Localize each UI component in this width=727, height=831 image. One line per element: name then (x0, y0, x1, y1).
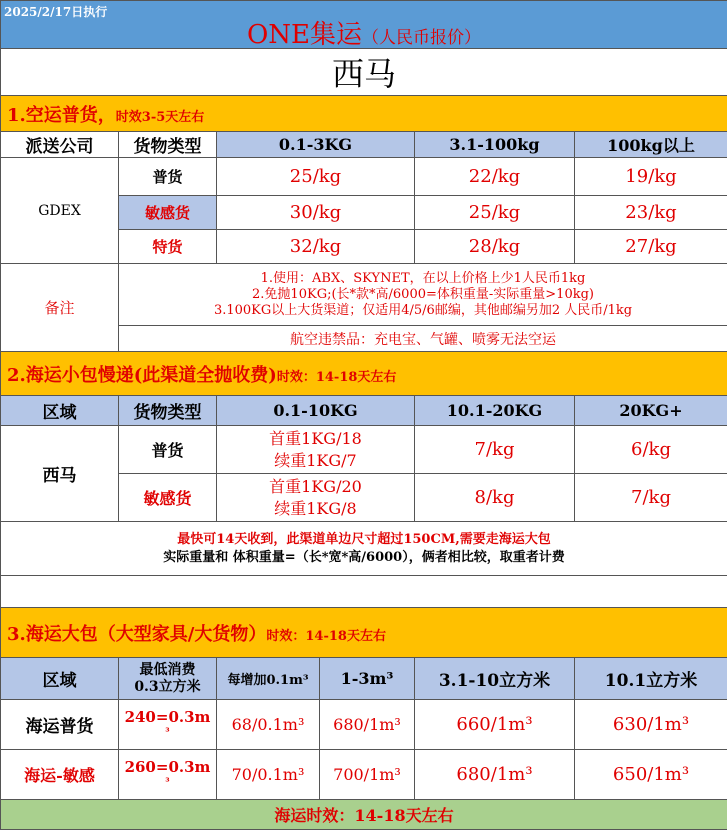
price-cell: 22/kg (415, 158, 575, 196)
col-min-line2: 0.3立方米 (134, 678, 201, 695)
price-cell: 30/kg (217, 196, 415, 230)
section1-header (1, 96, 727, 132)
brand-title: ONE集运 (246, 20, 363, 49)
first-weight: 首重1KG/18 (269, 428, 362, 448)
sea-transit-footer: 海运时效：14-18天左右 (1, 800, 727, 830)
goods-type: 特货 (119, 230, 217, 264)
region-name: 西马 (1, 426, 119, 522)
section3-title: 3.海运大包（大型家具/大货物） (7, 623, 267, 645)
price-cell: 25/kg (217, 158, 415, 196)
col-weight-1: 0.1-10KG (217, 396, 415, 426)
cont-weight: 续重1KG/8 (274, 498, 357, 518)
section2-notes-row (1, 522, 727, 576)
goods-type: 敏感货 (119, 474, 217, 522)
price-cell: 700/1m³ (320, 750, 415, 800)
section2-subtitle: 时效：14-18天左右 (276, 369, 397, 385)
section2-note-1: 最快可14天收到，此渠道单边尺寸超过150CM,需要走海运大包 (177, 531, 551, 547)
date-note: 2025/2/17日执行 (4, 5, 108, 19)
table-row (1, 750, 727, 800)
min-charge-unit: ³ (165, 726, 170, 738)
section1-columns (1, 132, 727, 158)
section3-subtitle: 时效：14-18天左右 (266, 628, 386, 644)
min-charge: 260=0.3m (124, 757, 211, 776)
min-charge-cell (119, 700, 217, 750)
min-charge-unit: ³ (165, 776, 170, 788)
col-weight-1: 0.1-3KG (217, 132, 415, 158)
table-row (1, 158, 727, 196)
section2-notes (1, 522, 727, 576)
col-goods-type: 货物类型 (119, 132, 217, 158)
remark-line: 2.免抛10KG;(长*款*高/6000=体积重量-实际重量>10kg) (252, 286, 594, 302)
price-cell: 68/0.1m³ (217, 700, 320, 750)
price-cell: 680/1m³ (320, 700, 415, 750)
price-cell: 23/kg (575, 196, 727, 230)
price-cell: 660/1m³ (415, 700, 575, 750)
brand-suffix: （人民币报价） (362, 28, 482, 48)
spacer-row (1, 576, 727, 608)
section2-title: 2.海运小包慢递(此渠道全抛收费) (7, 364, 277, 386)
remarks-row (1, 264, 727, 326)
col-min-charge (119, 658, 217, 700)
col-region: 区域 (1, 658, 119, 700)
price-cell: 70/0.1m³ (217, 750, 320, 800)
region-title: 西马 (1, 49, 727, 96)
price-cell: 630/1m³ (575, 700, 727, 750)
price-cell: 8/kg (415, 474, 575, 522)
min-charge-cell (119, 750, 217, 800)
section2-header (1, 352, 727, 396)
price-cell: 7/kg (575, 474, 727, 522)
goods-type: 普货 (119, 158, 217, 196)
courier-name: GDEX (1, 158, 119, 264)
goods-type: 普货 (119, 426, 217, 474)
price-cell (217, 474, 415, 522)
col-weight-3: 100kg以上 (575, 132, 727, 158)
col-min-line1: 最低消费 (139, 661, 196, 678)
table-row (1, 426, 727, 474)
remark-line: 1.使用：ABX、SKYNET，在以上价格上少1人民币1kg (260, 270, 586, 286)
col-weight-2: 3.1-100kg (415, 132, 575, 158)
prohibited-note: 航空违禁品：充电宝、气罐、喷雾无法空运 (119, 326, 727, 352)
banner-row (1, 1, 727, 49)
service-name: 海运普货 (1, 700, 119, 750)
banner (1, 1, 727, 49)
price-cell: 32/kg (217, 230, 415, 264)
col-volume-1: 1-3m³ (320, 658, 415, 700)
section3-columns (1, 658, 727, 700)
section3-header (1, 608, 727, 658)
cont-weight: 续重1KG/7 (274, 450, 357, 470)
section1-subtitle: 时效3-5天左右 (115, 109, 205, 125)
price-cell: 650/1m³ (575, 750, 727, 800)
price-cell: 27/kg (575, 230, 727, 264)
col-per-increment: 每增加0.1m³ (217, 658, 320, 700)
section1-title: 1.空运普货， (7, 104, 116, 126)
footer-row (1, 800, 727, 830)
col-weight-2: 10.1-20KG (415, 396, 575, 426)
price-cell: 25/kg (415, 196, 575, 230)
col-goods-type: 货物类型 (119, 396, 217, 426)
price-cell: 680/1m³ (415, 750, 575, 800)
col-region: 区域 (1, 396, 119, 426)
price-cell: 28/kg (415, 230, 575, 264)
price-cell: 7/kg (415, 426, 575, 474)
remark-line: 3.100KG以上大货渠道；仅适用4/5/6邮编，其他邮编另加2 人民币/1kg (213, 302, 633, 318)
section2-note-2: 实际重量和 体积重量=（长*宽*高/6000），俩者相比较，取重者计费 (163, 549, 565, 565)
price-cell: 6/kg (575, 426, 727, 474)
section2-columns (1, 396, 727, 426)
col-weight-3: 20KG+ (575, 396, 727, 426)
col-volume-2: 3.1-10立方米 (415, 658, 575, 700)
remarks (119, 264, 727, 326)
remark-label: 备注 (1, 264, 119, 352)
price-cell: 19/kg (575, 158, 727, 196)
price-cell (217, 426, 415, 474)
first-weight: 首重1KG/20 (269, 476, 362, 496)
col-volume-3: 10.1立方米 (575, 658, 727, 700)
goods-type: 敏感货 (119, 196, 217, 230)
min-charge: 240=0.3m (124, 707, 211, 726)
service-name: 海运-敏感 (1, 750, 119, 800)
col-courier: 派送公司 (1, 132, 119, 158)
table-row (1, 700, 727, 750)
